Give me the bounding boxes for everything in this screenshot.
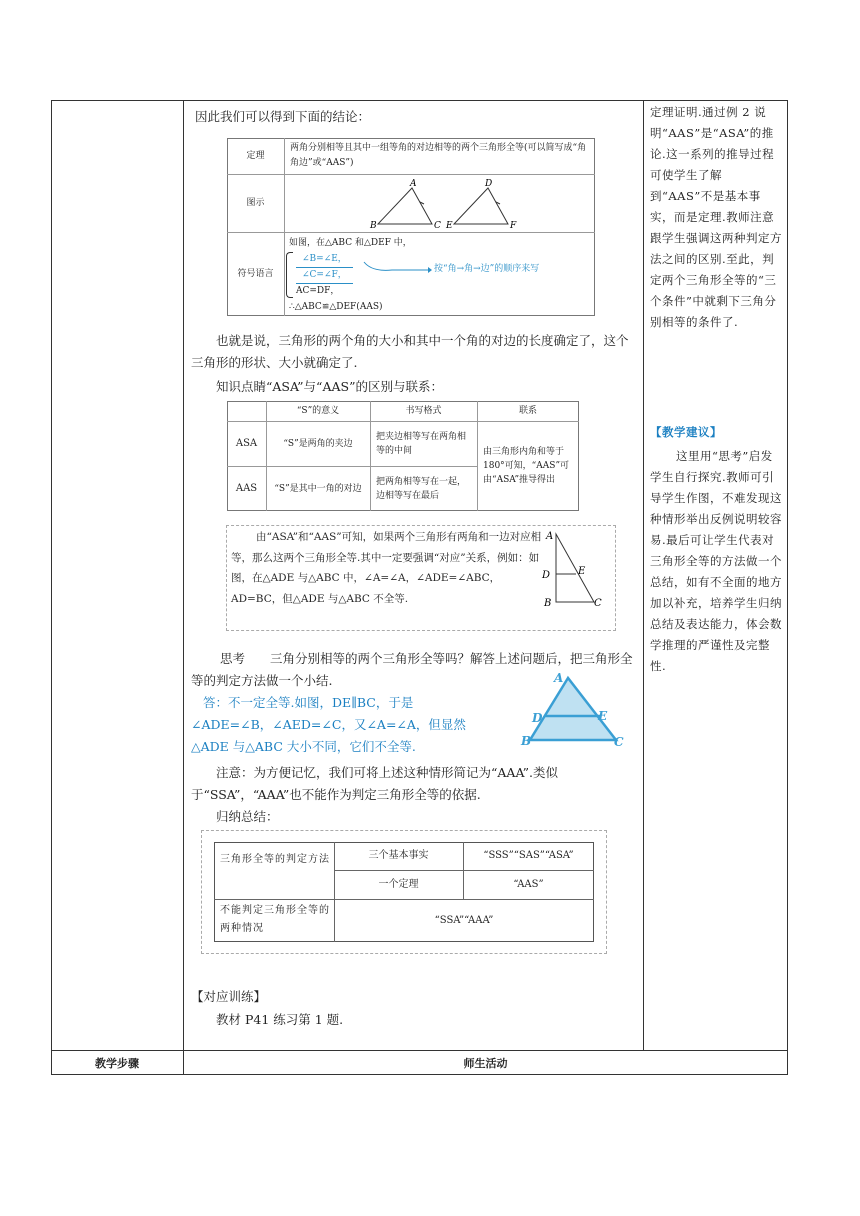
answer-label-b: B xyxy=(521,734,532,748)
label-d: D xyxy=(485,179,493,189)
symbol-line-4: AC=DF， xyxy=(296,286,340,296)
brace xyxy=(286,252,293,298)
paragraph-2: 知识点睛“ASA”与“AAS”的区别与联系： xyxy=(216,379,443,394)
note-text: 注意：为方便记忆，我们可将上述这种情形简记为“AAA”.类似于“SSA”，“AAA”也不能作为判定三角形全等的依据. xyxy=(191,765,558,802)
summary-r1c2: 三个基本事实 xyxy=(368,850,429,861)
label-f: F xyxy=(510,221,517,231)
label-e: E xyxy=(446,221,453,231)
example-label-a: A xyxy=(546,531,554,542)
answer-label-c: C xyxy=(614,735,624,749)
paragraph-1: 也就是说，三角形的两个角的大小和其中一个角的对边的长度确定了，这个三角形的形状、大小就确定了. xyxy=(191,333,629,370)
compare-header-format: 书写格式 xyxy=(405,406,442,416)
summary-r3: “SSA”“AAA” xyxy=(434,914,494,926)
column-divider-left xyxy=(183,100,184,1075)
footer-activity-label: 师生活动 xyxy=(463,1057,508,1070)
summary-r1c3: “SSS”“SAS”“ASA” xyxy=(483,850,574,861)
example-text: 由“ASA”和“AAS”可知，如果两个三角形有两角和一边对应相等，那么这两个三角形全等.其中一定要强调“对应”关系，例如：如图，在△ADE 与△ABC 中，∠A=∠A，∠ADE=∠ABC，AD=BC，但△ADE 与△ABC 不全等. xyxy=(231,531,542,605)
summary-title: 归纳总结： xyxy=(216,809,279,824)
side-heading: 【教学建议】 xyxy=(650,425,722,439)
summary-r2c3: “AAS” xyxy=(513,878,544,890)
example-label-c: C xyxy=(594,598,602,609)
symbol-line-2: ∠B=∠E， xyxy=(296,252,353,268)
side-text-1: 定理证明.通过例 2 说明“AAS”是“ASA”的推论.这一系列的推导过程可使学生了解到“AAS”不是基本事实，而是定理.教师注意跟学生强调这两种判定方法之间的区别.至此，判定两个三角形全等的“三个条件”中就剩下三角分别相等的条件了. xyxy=(650,105,782,329)
note-arrow xyxy=(362,258,432,282)
footer-steps-label: 教学步骤 xyxy=(95,1057,139,1070)
practice-title: 【对应训练】 xyxy=(191,989,267,1004)
compare-header-link: 联系 xyxy=(518,406,537,416)
summary-left-2: 不能判定三角形全等的两种情况 xyxy=(220,905,330,934)
symbol-note: 按“角→角→边”的顺序来写 xyxy=(434,264,540,274)
example-label-d: D xyxy=(542,570,551,581)
symbol-label: 符号语言 xyxy=(237,269,274,279)
compare-row-asa: ASA xyxy=(235,437,258,449)
answer-figure xyxy=(518,670,626,750)
compare-asa-meaning: “S”是两角的夹边 xyxy=(283,438,353,449)
answer-label-e: E xyxy=(598,709,608,723)
compare-row-aas: AAS xyxy=(235,482,258,494)
compare-asa-format: 把夹边相等写在两角相等的中间 xyxy=(376,431,467,456)
symbol-line-5: ∴△ABC≌△DEF(AAS) xyxy=(289,302,383,312)
compare-aas-meaning: “S”是其中一角的对边 xyxy=(274,483,362,494)
symbol-line-3: ∠C=∠F， xyxy=(296,268,353,284)
symbol-line-1: 如图，在△ABC 和△DEF 中， xyxy=(289,238,412,248)
example-label-b: B xyxy=(544,598,552,609)
example-figure xyxy=(538,528,608,610)
intro-text: 因此我们可以得到下面的结论： xyxy=(195,109,371,124)
label-a: A xyxy=(410,179,417,189)
theorem-figure xyxy=(360,176,520,232)
label-c: C xyxy=(434,221,441,231)
theorem-text: 两角分别相等且其中一组等角的对边相等的两个三角形全等(可以简写成“角角边”或“AAS”) xyxy=(290,143,587,168)
think-text: 思考 三角分别相等的两个三角形全等吗？解答上述问题后，把三角形全等的判定方法做一个小结. xyxy=(191,651,633,688)
answer-label-d: D xyxy=(532,711,543,725)
answer-text: 答：不一定全等.如图，DE∥BC，于是∠ADE=∠B，∠AED=∠C，又∠A=∠A，但显然△ADE 与△ABC 大小不同，它们不全等. xyxy=(191,695,466,754)
column-divider-right xyxy=(643,100,644,1050)
label-b: B xyxy=(370,221,377,231)
answer-label-a: A xyxy=(554,671,564,685)
compare-link: 由三角形内角和等于180°可知，“AAS”可由“ASA”推导得出 xyxy=(483,447,570,485)
compare-header-meaning: “S”的意义 xyxy=(296,406,340,416)
theorem-label: 定理 xyxy=(246,151,265,161)
summary-r2c2: 一个定理 xyxy=(378,878,419,890)
figure-label: 图示 xyxy=(246,198,265,208)
practice-text: 教材 P41 练习第 1 题. xyxy=(216,1012,344,1027)
summary-left-1: 三角形全等的判定方法 xyxy=(220,854,330,865)
compare-aas-format: 把两角相等写在一起，边相等写在最后 xyxy=(376,476,467,501)
side-text-2: 这里用“思考”启发学生自行探究.教师可引导学生作图，不难发现这种情形举出反例说明较容易.最后可让学生代表对三角形全等的方法做一个总结，如有不全面的地方加以补充，培养学生归纳总结及表达能力，体会数学推理的严谨性及完整性. xyxy=(650,449,782,673)
example-label-e: E xyxy=(578,566,586,577)
